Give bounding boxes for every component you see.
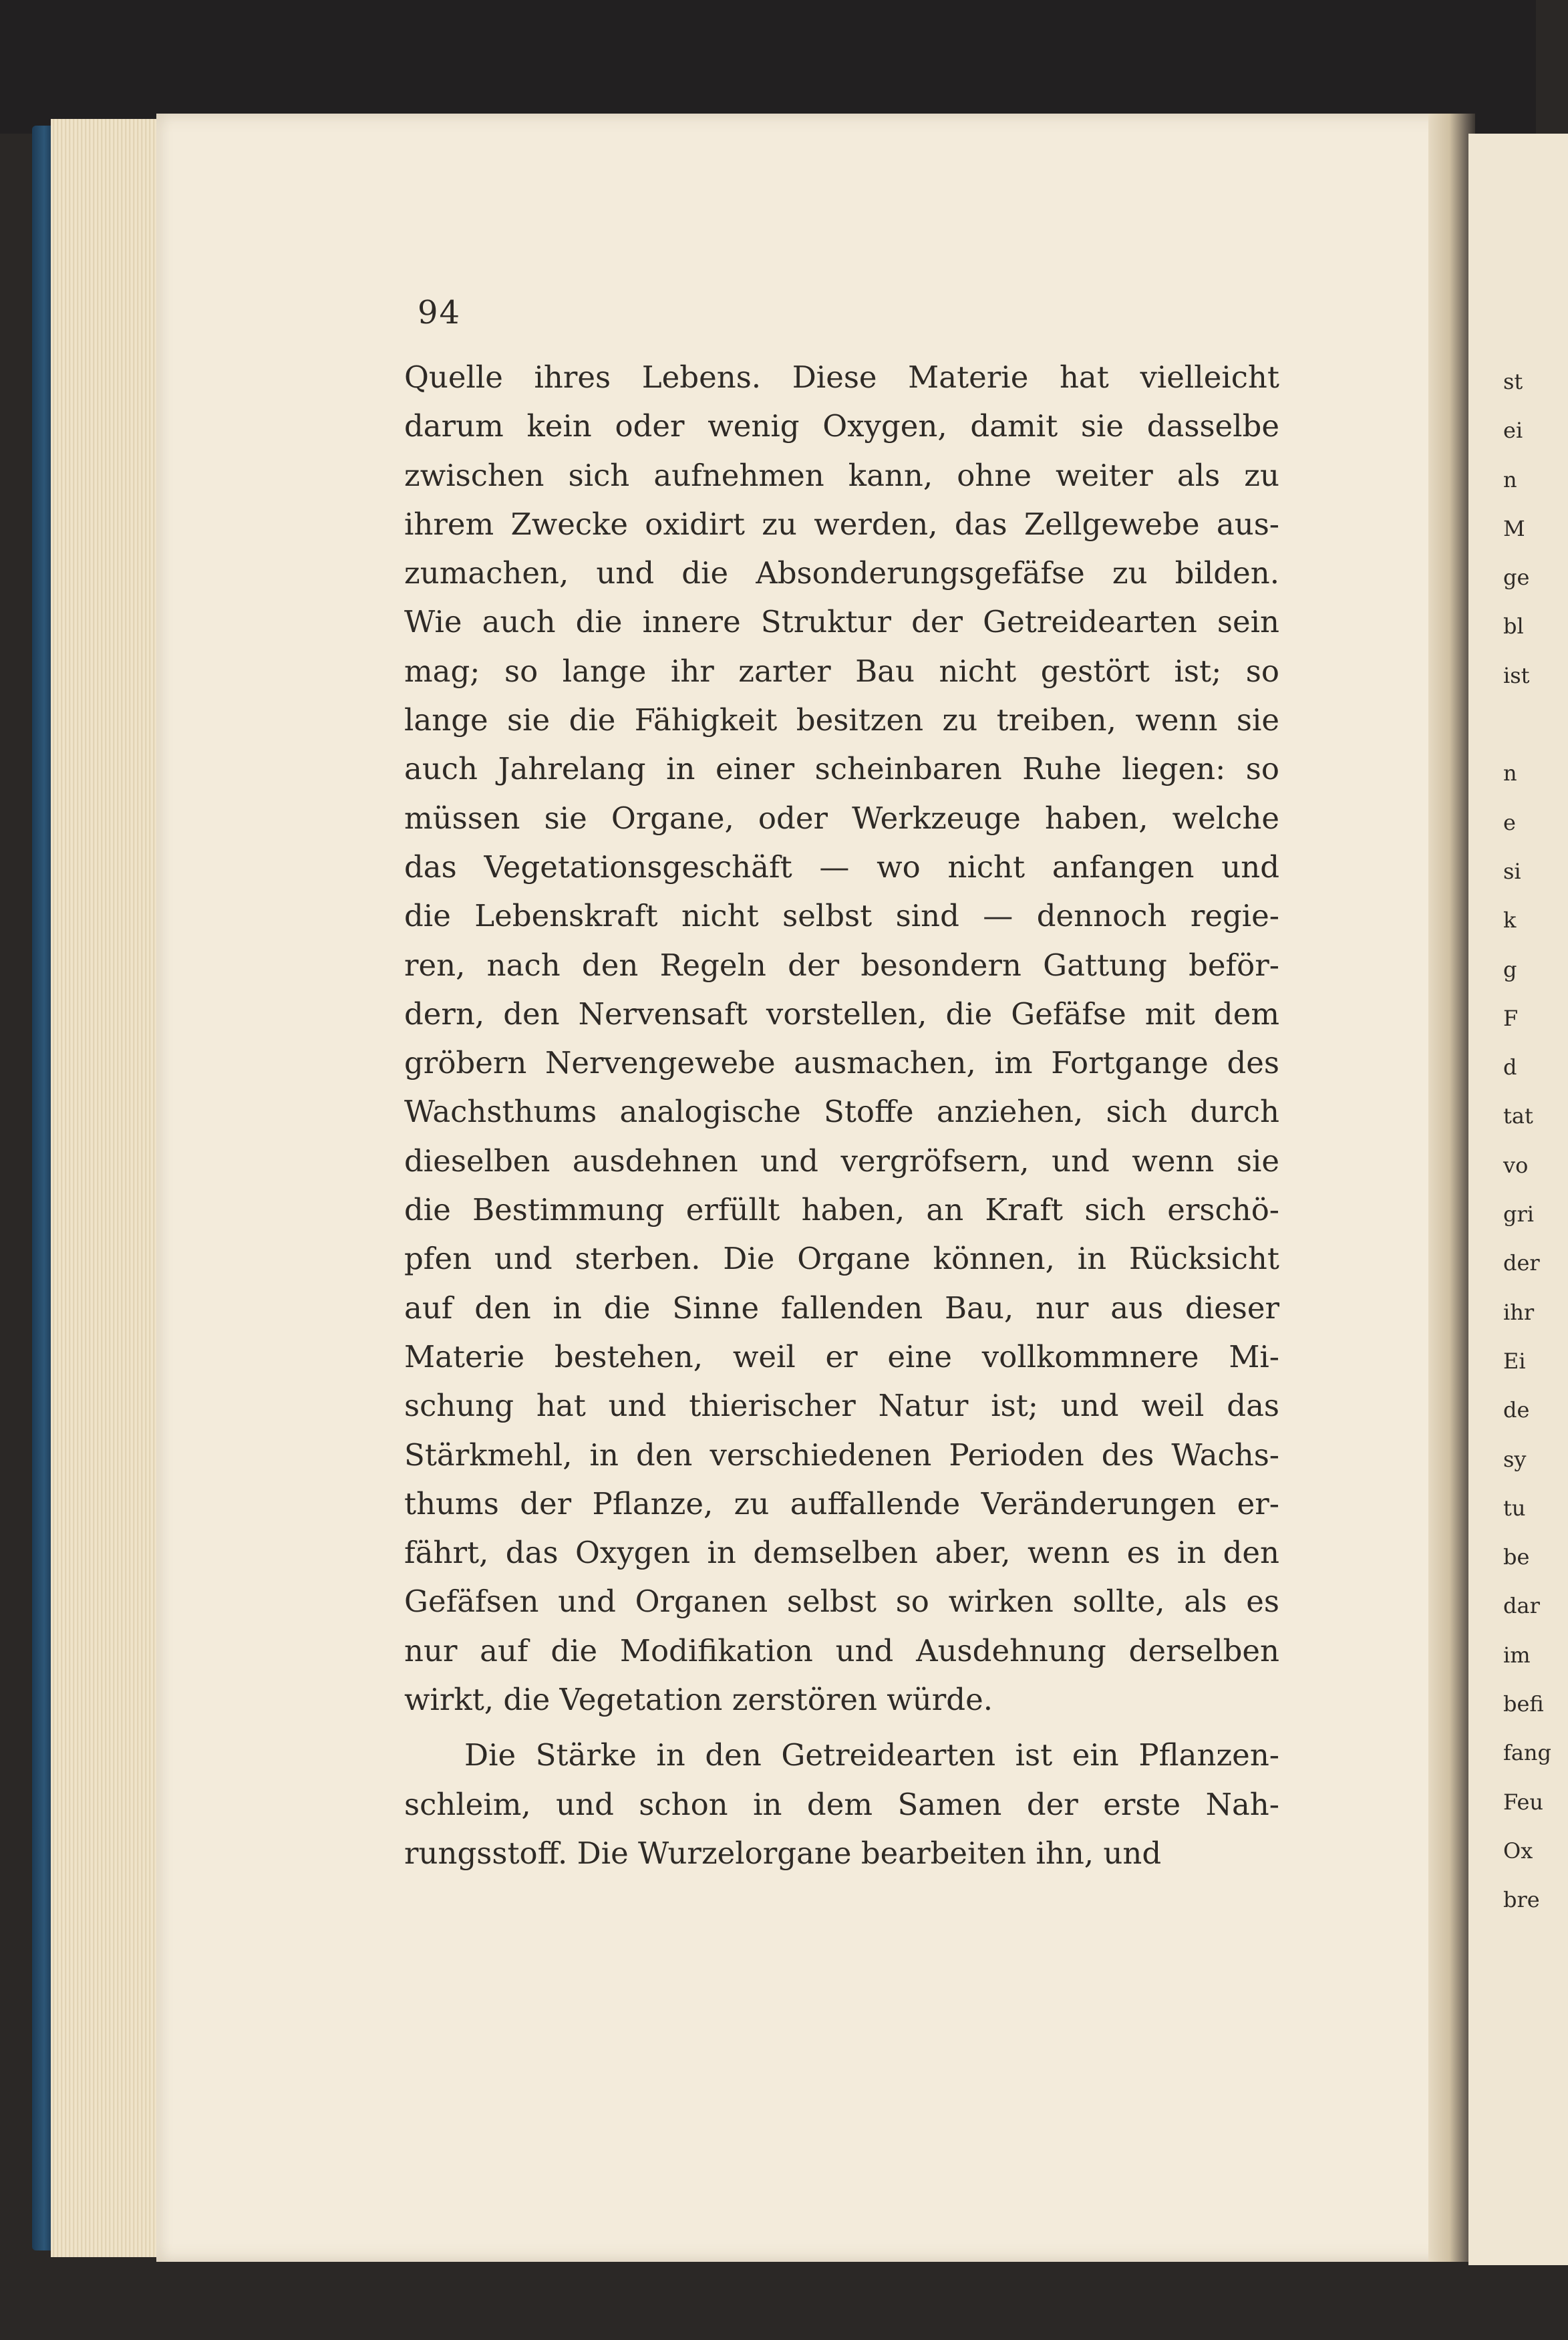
text-line: Wachsthums analogische Stoffe anziehen, sich durch bbox=[404, 1094, 1279, 1130]
text-line: die Lebenskraft nicht selbst sind — dennoch regie- bbox=[404, 898, 1279, 934]
next-page-fragment: tu bbox=[1503, 1495, 1526, 1521]
text-line: darum kein oder wenig Oxygen, damit sie dasselbe bbox=[404, 408, 1279, 444]
text-line: mag; so lange ihr zarter Bau nicht gestört ist; so bbox=[404, 653, 1279, 689]
next-page-fragments bbox=[1503, 357, 1552, 1925]
text-line: gröbern Nervengewebe ausmachen, im Fortgange des bbox=[404, 1045, 1279, 1081]
text-line: fährt, das Oxygen in demselben aber, wenn es in den bbox=[404, 1535, 1279, 1571]
text-line: ihrem Zwecke oxidirt zu werden, das Zellgewebe aus- bbox=[404, 506, 1279, 542]
text-line: rungsstoff. Die Wurzelorgane bearbeiten ihn, und bbox=[404, 1835, 1162, 1871]
paragraphs bbox=[404, 353, 1279, 1878]
next-page-fragment: e bbox=[1503, 809, 1516, 835]
text-line: nur auf die Modifikation und Ausdehnung derselben bbox=[404, 1632, 1279, 1668]
next-page-fragment bbox=[1503, 700, 1536, 749]
text-line: das Vegetationsgeschäft — wo nicht anfangen und bbox=[404, 849, 1279, 885]
next-page-fragment: ihr bbox=[1503, 1299, 1535, 1325]
next-page-fragment: d bbox=[1503, 1054, 1517, 1080]
next-page-fragment: Ox bbox=[1503, 1838, 1533, 1864]
text-line: zumachen, und die Absonderungsgefäfse zu bilden. bbox=[404, 555, 1279, 591]
next-page-fragment: ge bbox=[1503, 565, 1530, 591]
next-page-fragment: tat bbox=[1503, 1103, 1533, 1129]
text-line: Stärkmehl, in den verschiedenen Perioden des Wachs- bbox=[404, 1437, 1279, 1473]
text-line: die Bestimmung erfüllt haben, an Kraft sich erschö- bbox=[404, 1192, 1279, 1228]
text-line: Quelle ihres Lebens. Diese Materie hat vielleicht bbox=[404, 359, 1279, 395]
next-page-fragment: vo bbox=[1503, 1152, 1529, 1178]
text-line: müssen sie Organe, oder Werkzeuge haben, welche bbox=[404, 800, 1279, 836]
text-line: lange sie die Fähigkeit besitzen zu treiben, wenn sie bbox=[404, 702, 1279, 738]
text-line: dieselben ausdehnen und vergröfsern, und wenn sie bbox=[404, 1143, 1279, 1179]
next-page-fragment: F bbox=[1503, 1005, 1519, 1031]
text-line: dern, den Nervensaft vorstellen, die Gefäfse mit dem bbox=[404, 996, 1279, 1032]
text-line: Materie bestehen, weil er eine vollkommnere Mi- bbox=[404, 1338, 1279, 1374]
next-page-fragment: befi bbox=[1503, 1691, 1544, 1717]
text-line: auch Jahrelang in einer scheinbaren Ruhe liegen: so bbox=[404, 751, 1279, 787]
next-page-fragment: n bbox=[1503, 466, 1517, 492]
next-page-fragment: be bbox=[1503, 1544, 1530, 1570]
next-page-fragment: si bbox=[1503, 858, 1521, 884]
next-page-fragment: fang bbox=[1503, 1740, 1552, 1766]
text-line: Die Stärke in den Getreidearten ist ein Pflanzen- bbox=[464, 1737, 1279, 1773]
next-page-fragment: M bbox=[1503, 515, 1525, 541]
text-line: Gefäfsen und Organen selbst so wirken sollte, als es bbox=[404, 1584, 1279, 1620]
book-cover-edge bbox=[32, 126, 52, 2250]
next-page-fragment: gri bbox=[1503, 1201, 1535, 1227]
next-page-fragment: Ei bbox=[1503, 1348, 1526, 1374]
next-page-fragment: ist bbox=[1503, 662, 1530, 688]
next-page-fragment: der bbox=[1503, 1250, 1540, 1276]
text-line: wirkt, die Vegetation zerstören würde. bbox=[404, 1682, 993, 1718]
next-page-fragment: dar bbox=[1503, 1593, 1540, 1619]
text-line: zwischen sich aufnehmen kann, ohne weiter als zu bbox=[404, 457, 1279, 493]
next-page-fragment: im bbox=[1503, 1642, 1531, 1668]
text-line: ren, nach den Regeln der besondern Gattung beför- bbox=[404, 947, 1279, 983]
next-page-fragment: st bbox=[1503, 369, 1523, 394]
next-page-fragment: de bbox=[1503, 1397, 1530, 1423]
next-page-fragment: Feu bbox=[1503, 1789, 1543, 1815]
next-page-fragment: bl bbox=[1503, 613, 1524, 639]
next-page-fragment: g bbox=[1503, 956, 1517, 982]
text-line: auf den in die Sinne fallenden Bau, nur aus dieser bbox=[404, 1290, 1279, 1326]
text-line: pfen und sterben. Die Organe können, in Rücksicht bbox=[404, 1241, 1279, 1277]
next-page-fragment: k bbox=[1503, 907, 1517, 933]
text-line: Wie auch die innere Struktur der Getreidearten sein bbox=[404, 604, 1279, 640]
next-page-fragment: n bbox=[1503, 760, 1517, 786]
page-number: 94 bbox=[418, 294, 462, 331]
next-page-fragment: sy bbox=[1503, 1446, 1527, 1472]
paragraph-gap bbox=[404, 1724, 1279, 1731]
text-line: thums der Pflanze, zu auffallende Veränderungen er- bbox=[404, 1485, 1279, 1521]
page-text bbox=[404, 353, 1279, 1878]
next-page-fragment: ei bbox=[1503, 418, 1523, 444]
next-page-fragment: bre bbox=[1503, 1887, 1540, 1913]
text-line: schleim, und schon in dem Samen der erste Nah- bbox=[404, 1786, 1279, 1822]
text-line: schung hat und thierischer Natur ist; und weil das bbox=[404, 1388, 1279, 1424]
